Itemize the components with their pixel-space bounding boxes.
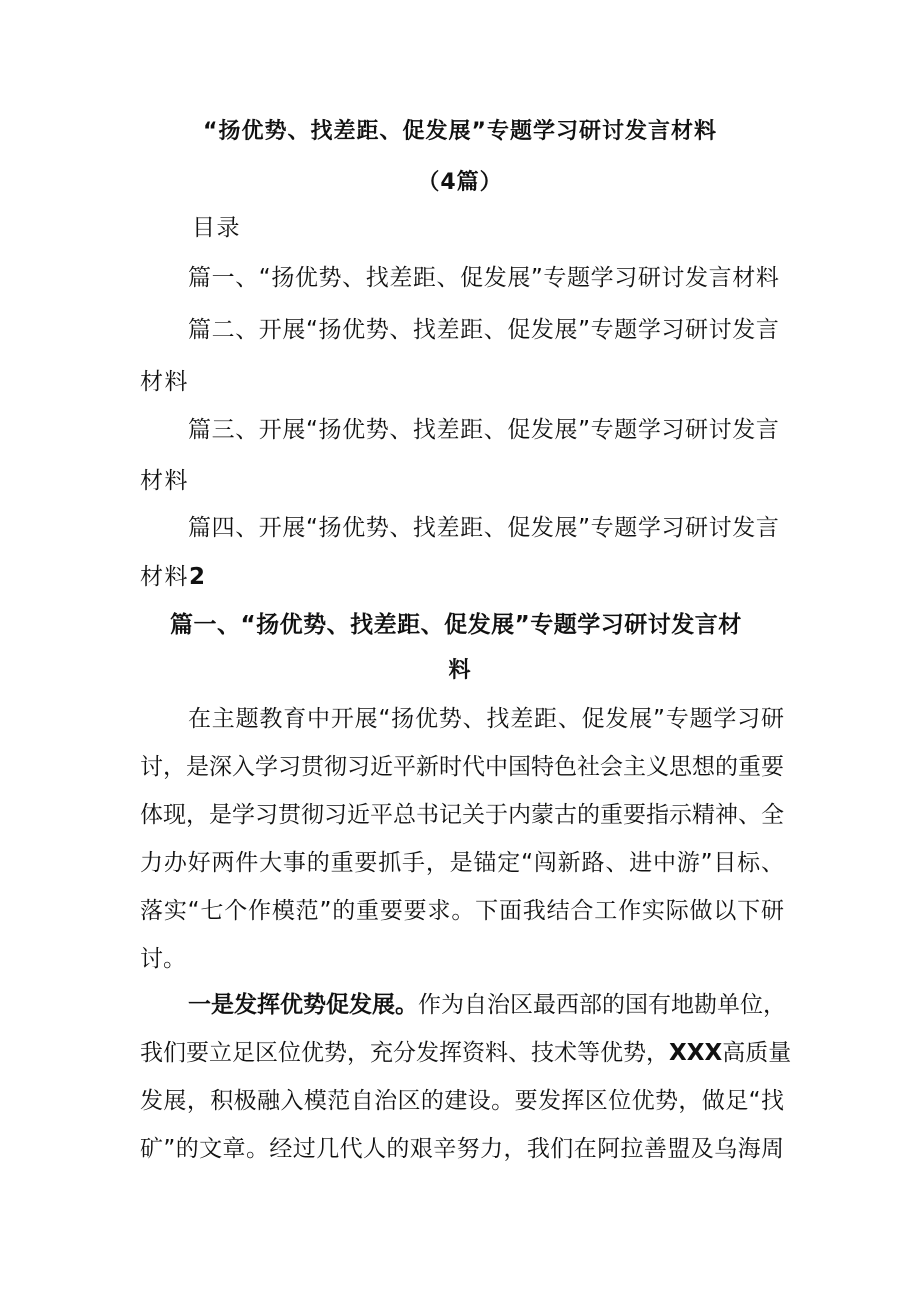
toc-item-2: 篇二、开展“扬优势、找差距、促发展”专题学习研讨发言 <box>188 317 780 343</box>
paragraph-2-text: 高质量 <box>722 1040 792 1066</box>
toc-heading: 目录 <box>192 215 241 241</box>
paragraph-2-lead: 一是发挥优势促发展。 <box>188 992 418 1018</box>
toc-item-4-page-number: 2 <box>189 564 207 590</box>
paragraph-1-line: 力办好两件大事的重要抓手，是锚定“闯新路、进中游”目标、 <box>140 850 784 876</box>
section-1-heading-continued: 料 <box>448 658 472 683</box>
paragraph-1-line: 落实“七个作模范”的重要要求。下面我结合工作实际做以下研 <box>140 898 784 924</box>
section-1-heading: 篇一、“扬优势、找差距、促发展”专题学习研讨发言材 <box>170 612 742 638</box>
document-subtitle: （4篇） <box>417 170 503 195</box>
paragraph-2-line: 矿”的文章。经过几代人的艰辛努力，我们在阿拉善盟及乌海周 <box>140 1136 784 1162</box>
paragraph-1-line: 讨，是深入学习贯彻习近平新时代中国特色社会主义思想的重要 <box>140 754 784 780</box>
toc-item-3: 篇三、开展“扬优势、找差距、促发展”专题学习研讨发言 <box>188 417 780 443</box>
paragraph-2-placeholder: XXX <box>669 1040 723 1066</box>
toc-item-1: 篇一、“扬优势、找差距、促发展”专题学习研讨发言材料 <box>188 265 780 291</box>
paragraph-2-text: 作为自治区最西部的国有地勘单位， <box>418 992 786 1018</box>
toc-item-2-continued: 材料 <box>140 369 189 395</box>
paragraph-2-line <box>140 1038 792 1068</box>
toc-item-4-continued <box>140 562 207 592</box>
toc-item-4-label: 材料 <box>140 564 189 590</box>
paragraph-1-line: 讨。 <box>140 946 186 972</box>
paragraph-2-text: 我们要立足区位优势，充分发挥资料、技术等优势， <box>140 1040 669 1066</box>
paragraph-1-line: 体现，是学习贯彻习近平总书记关于内蒙古的重要指示精神、全 <box>140 802 784 828</box>
paragraph-1-line: 在主题教育中开展“扬优势、找差距、促发展”专题学习研 <box>188 706 784 732</box>
paragraph-2-line <box>188 990 784 1020</box>
document-title: “扬优势、找差距、促发展”专题学习研讨发言材料 <box>203 119 717 144</box>
paragraph-2-line: 发展，积极融入模范自治区的建设。要发挥区位优势，做足“找 <box>140 1088 784 1114</box>
toc-item-4: 篇四、开展“扬优势、找差距、促发展”专题学习研讨发言 <box>188 515 780 541</box>
toc-item-3-continued: 材料 <box>140 468 189 494</box>
